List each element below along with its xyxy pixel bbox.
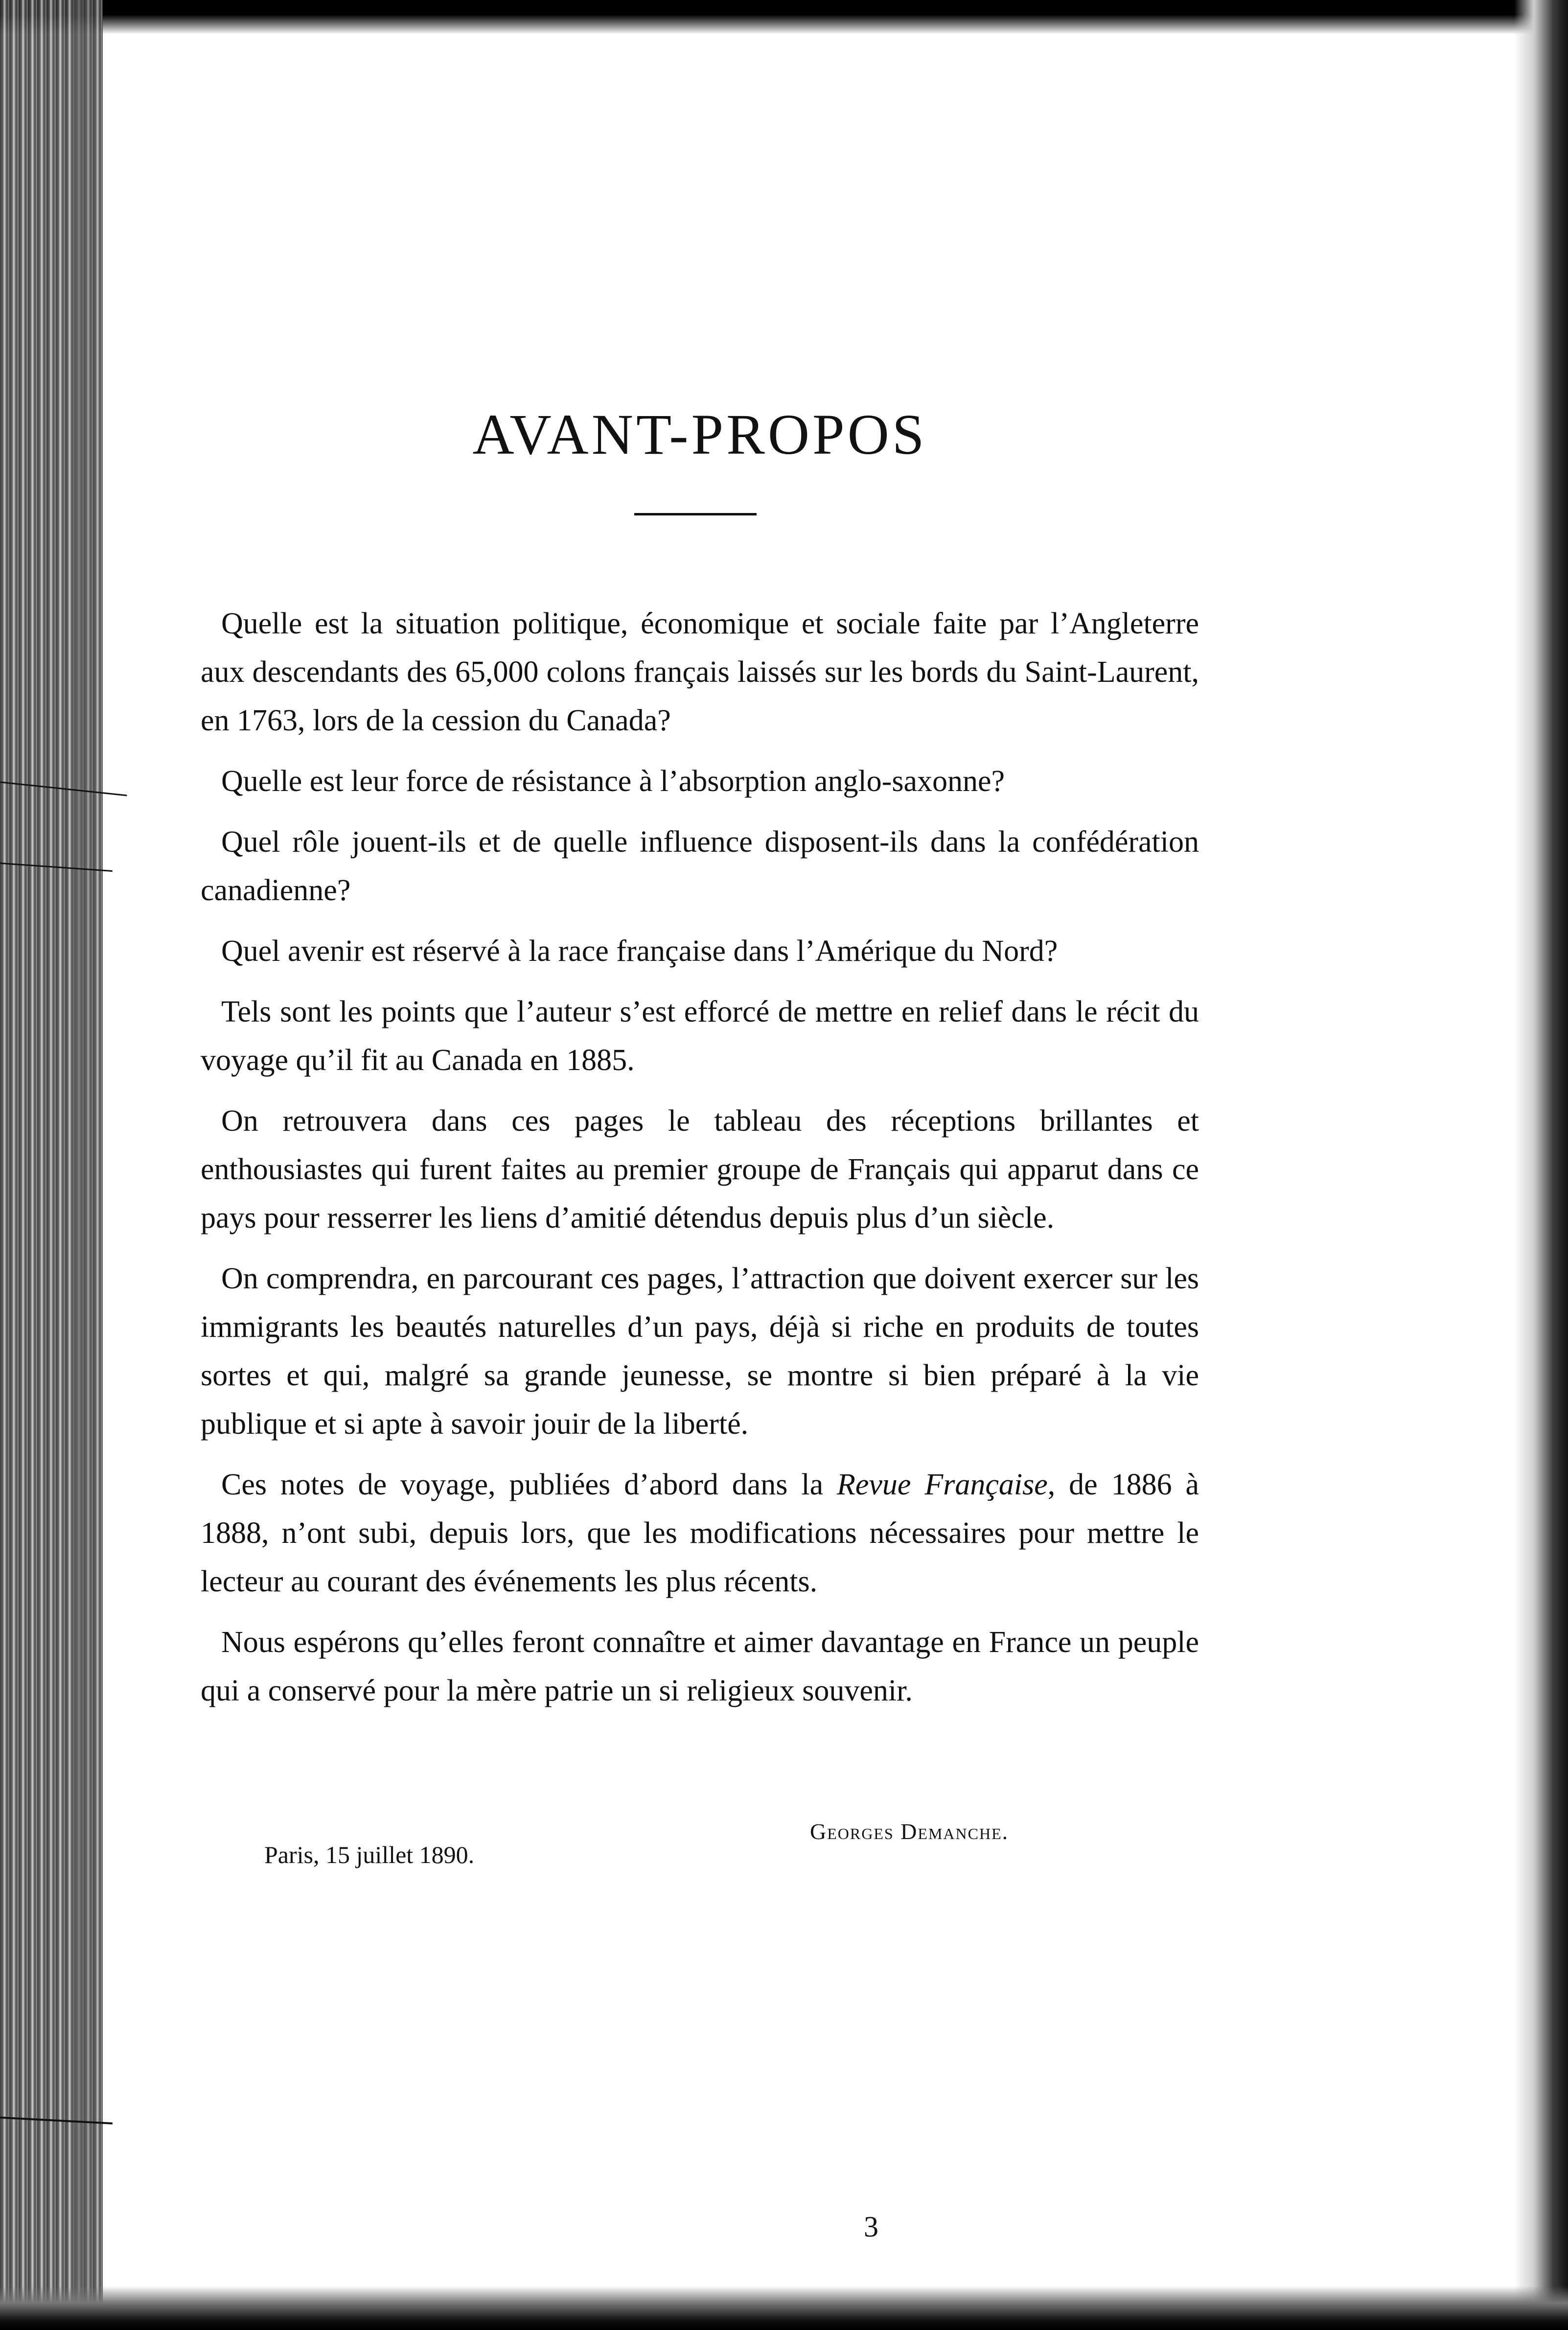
paragraph-4: Quel avenir est réservé à la race française dans l’Amérique du Nord? (221, 934, 1058, 968)
preface-body (201, 600, 1199, 1727)
scan-edge-left (0, 0, 103, 2330)
scan-edge-right (1514, 0, 1568, 2330)
dateline: Paris, 15 juillet 1890. (264, 1841, 475, 1868)
author-signature: Georges Demanche. (810, 1819, 1009, 1844)
page-title: AVANT-PROPOS (472, 402, 927, 466)
paragraph-1: Quelle est la situation politique, économique et sociale faite par l’Angleterre aux descendants des 65,000 colons français laissés sur les bords du Saint-Laurent, en 1763, lors de la cession du Canada? (201, 607, 1199, 737)
paragraph-7: On comprendra, en parcourant ces pages, l’attraction que doivent exercer sur les immigrants les beautés naturelles d’un pays, déjà si riche en produits de toutes sortes et qui, malgré sa grande jeunesse, se montre si bien préparé à la vie publique et si apte à savoir jouir de la liberté. (201, 1262, 1199, 1441)
paragraph-2: Quelle est leur force de résistance à l’absorption anglo-saxonne? (221, 765, 1005, 798)
paragraph-5: Tels sont les points que l’auteur s’est efforcé de mettre en relief dans le récit du voyage qu’il fit au Canada en 1885. (201, 995, 1199, 1077)
revue-title: Revue Française (837, 1468, 1048, 1501)
paragraph-8 (201, 1461, 1199, 1606)
paragraph-8-end: , de 1886 à 1888, n’ont subi, depuis lors, que les modifications nécessaires pour mettre le lecteur au courant des événements les plus récents. (201, 1468, 1199, 1598)
paragraph-9: Nous espérons qu’elles feront connaître et aimer davantage en France un peuple qui a conservé pour la mère patrie un si religieux souvenir. (201, 1626, 1199, 1707)
page-number: 3 (864, 2211, 878, 2243)
paragraph-3: Quel rôle jouent-ils et de quelle influence disposent-ils dans la confédération canadienne? (201, 825, 1199, 907)
paragraph-6: On retrouvera dans ces pages le tableau des réceptions brillantes et enthousiastes qui furent faites au premier groupe de Français qui apparut dans ce pays pour resserrer les liens d’amitié détendus depuis plus d’un siècle. (201, 1104, 1199, 1235)
title-rule (634, 513, 757, 515)
paragraph-8-start: Ces notes de voyage, publiées d’abord dans la (221, 1468, 837, 1501)
document-page (201, 0, 1199, 2330)
